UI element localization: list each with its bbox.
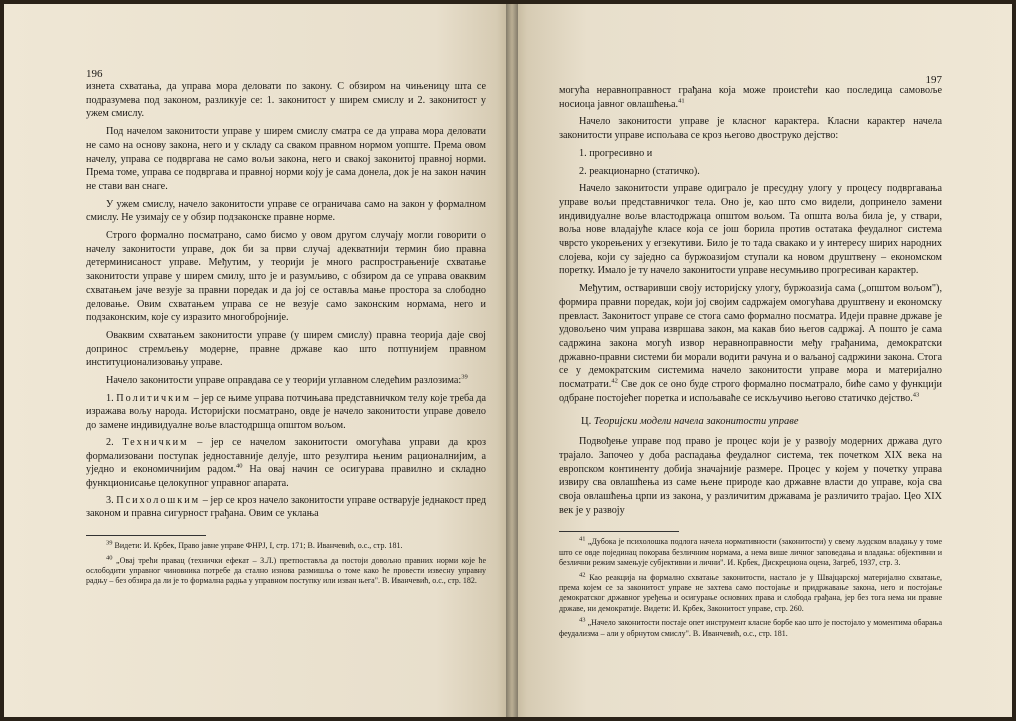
paragraph: Међутим, остваривши своју историјску улогу, буржоазија сама („општом вољом"), формира правни поредак, који јој својим садржајем омогућава друштвену и економску превласт. Законитост управе се стога само формално посматра. Идеји правне државе је удовољено чим управа извршава закон, ма какав био његов садржај. А пошто је сама садржина закона могућ извор неравноправности међу грађанима, демократски државно-правни системи би морали водити рачуна и о ваљаној садржини закона. Стога се у демократским системима начело законитости управе мора и материјално посматрати.$^{42}$ Све док се оно буде строго формално посматрало, биће само у функцији одбране постојећег поретка и испољаваће се искључиво његово статичко дејство.$^{43}$ bbox=[559, 283, 942, 404]
reasons-list bbox=[86, 392, 486, 521]
footnote: $^{40}$ „Овај трећи правац (технички ефекат – З.Л.) претпоставља да постоји довољно правних норми које ће ослободити управног чиновника потребе да стално изнова размишља о томе како ће провести извесну управну радњу – без обзира да ли је то формална радња у управном поступку или изван њега". В. Иванчевић, о.с., стр. 182. bbox=[86, 553, 487, 586]
paragraph: изнета схватања, да управа мора деловати по закону. С обзиром на чињеницу шта се подразумева под законом, разликује се: 1. законитост у ширем смислу и 2. законитост у ужем смислу. bbox=[86, 81, 486, 120]
paragraph: Начело законитости управе је класног карактера. Класни карактер начела законитости управе испољава се кроз његово двоструко дејство: bbox=[559, 116, 942, 142]
page-number-left: 196 bbox=[86, 68, 103, 80]
footnote-divider bbox=[559, 531, 679, 532]
list-item: 1. прогресивно и bbox=[579, 147, 653, 159]
paragraph: Под начелом законитости управе у ширем смислу сматра се да управа мора деловати не само на основу закона, него и у складу са сваком правном нормом уопште. Према овом начелу, управа се подвргава не само вољи закона, него и свакој законитој правној норми. Према томе, управа се подвргава и правној норми коју је сама донела, док је на закон начин не стави ван снаге. bbox=[86, 126, 486, 192]
footnote-ref: 39 bbox=[461, 373, 468, 381]
paragraph: У ужем смислу, начело законитости управе се ограничава само на закон у формалном смислу. Не узимају се у обзир подзаконске правне норме. bbox=[86, 198, 486, 224]
list-item: 1. Политичким – јер се њиме управа потчињава представничком телу које треба да изражава вољу народа. Историјски посматрано, овде је начело законитости управе довело до замене индивидуалне воље властодршца општом вољом. bbox=[86, 392, 486, 432]
paragraph: Начело законитости управе одиграло је пресудну улогу у процесу подвргавања управе вољи представничког тела. Оно је, као што смо видели, допринело замени индивидуалне воље властодржаца општом вољом. Та општа воља била је, у ствари, воља нове владајуће класе која се још борила против остатака феудалног система чврсто укорењених у егзекутиви. Било је то тада свакако и у интересу ширих народних слојева, који су заједно са буржоазијом ступали ка новом друштвену – економском поретку. Имало је ту начело законитости управе несумњиво прогресиван карактер. bbox=[559, 183, 942, 277]
right-page bbox=[512, 4, 1012, 717]
list-item: 2. реакционарно (статичко). bbox=[579, 165, 700, 177]
paragraph: Оваквим схватањем законитости управе (у ширем смислу) правна теорија даје свој допринос стремљењу модерне, правне државе као што потпунијем правном институционализовању управе. bbox=[86, 329, 486, 369]
list-item: 2. Техничким – јер се начелом законитости омогућава управи да кроз формализовани поступак једноставније делује, што резултира њеним рационалнијим, а уједно и економичнијим радом.$^{40}$ На овај начин се осигурава правилно и складно функционисање целокупног управног апарата. bbox=[86, 436, 487, 489]
page-number-right: 197 bbox=[925, 74, 942, 86]
book-gutter bbox=[506, 4, 518, 717]
list-item: 3. Психолошким – јер се кроз начело законитости управе остварује једнакост пред законом и правна сигурност грађана. Овим се уклања bbox=[86, 494, 487, 520]
footnote-ref: 43 bbox=[912, 391, 920, 399]
right-page-body bbox=[559, 84, 942, 639]
footnote-ref: 41 bbox=[678, 97, 685, 105]
footnote-ref: 42 bbox=[611, 377, 618, 385]
left-page-body bbox=[86, 80, 486, 587]
paragraph: Начело законитости управе оправдава се у теорији углавном следећим разлозима:$^{39}$ bbox=[106, 373, 468, 387]
paragraph: Строго формално посматрано, само бисмо у овом другом случају могли говорити о начелу законитости управе, док би за први случај адекватнији термин био правна детерминисаност управе. Међутим, у теорији је много распрострањеније схватање законитости управе у ширем смилу, што је и разумљиво, с обзиром да се управа оваквим схватањем јаче везује за правни поредак и да јој се оставља мање простора за слободно деловање. Овим схватањем управа се не везује само законским нормама, него и подзаконским, које су изразито многобројније. bbox=[86, 230, 486, 324]
left-page bbox=[4, 4, 512, 717]
footnote-divider bbox=[86, 535, 206, 536]
footnote: $^{41}$ „Дубока је психолошка подлога начела нормативности (законитости) у свему људском владању у томе што се овде појединац покорава безличним нормама, а нема више личног заповедања и владања: објективни и безлични режим замењује субјективни и лични". И. Крбек, Дискреционa оцена, Загреб, 1937, стр. 3. bbox=[559, 535, 943, 568]
footnote: $^{43}$ „Начело законитости постаје опет инструмент класне борбе као што је постојало у моментима обарања феудализма – али у обрнутом смислу". В. Иванчевић, о.с., стр. 181. bbox=[559, 616, 943, 638]
paragraph: Подвођење управе под право је процес који је у развоју модерних држава дуго трајало. Започео у доба распадања феудалног система, тек почетком XIX века на европском континенту добија значајније размере. Процес у којем у почетку управа извиру сва овлашћења из саме њене природе као државне власти до управе, која сва своја овлашћења црпи из закона, у различитим државама је различито трајао. Цео XIX век је у развоју bbox=[559, 436, 942, 516]
paragraph: могућа неравноправност грађана која може проистећи као последица самовоље носиоца јавног овлашћења.$^{41}$ bbox=[559, 85, 942, 110]
footnote: $^{39}$ Видети: И. Крбек, Право јавне управе ФНРЈ, I, стр. 171; В. Иванчевић, о.с., стр. 181. bbox=[106, 539, 403, 551]
footnote-ref: 40 bbox=[235, 462, 243, 470]
footnote: $^{42}$ Као реакција на формално схватање законитости, настало је у Швајцарској материјално схватање, према којем се за законитост управе не захтева само постојање и придржавање закона, него и постојање демократског државног уређења и осигурање основних права и слобода грађана, јер без тога нема ни правне државе, ни демократије. Видети: И. Крбек, Законитост управе, стр. 260. bbox=[559, 570, 942, 613]
section-heading: Ц. Теоријски модели начела законитости управе bbox=[581, 416, 799, 428]
